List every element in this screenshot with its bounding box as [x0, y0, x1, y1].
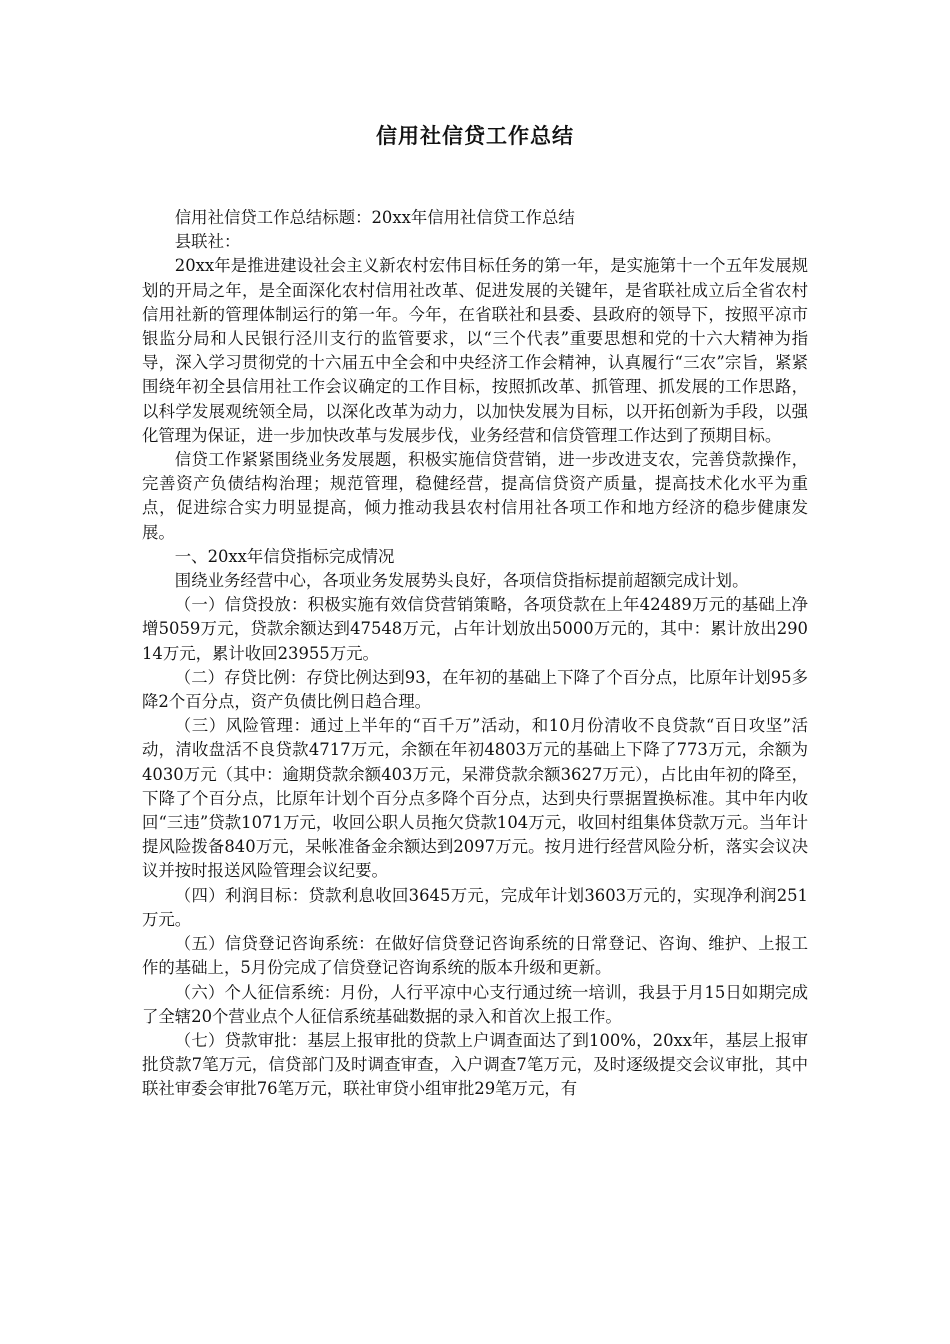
paragraph-focus: 信贷工作紧紧围绕业务发展题，积极实施信贷营销，进一步改进支农，完善贷款操作，完善资产负债结构治理；规范管理，稳健经营，提高信贷资产质量，提高技术化水平为重点，促进综合实力明显提高，倾力推动我县农村信用社各项工作和地方经济的稳步健康发展。 — [142, 450, 808, 542]
paragraph-item-2: （二）存贷比例：存贷比例达到93，在年初的基础上下降了个百分点，比原年计划95多降2个百分点，资产负债比例日趋合理。 — [142, 667, 808, 712]
paragraph-item-4: （四）利润目标：贷款利息收回3645万元，完成年计划3603万元的，实现净利润251万元。 — [142, 885, 808, 929]
paragraph-item-3: （三）风险管理：通过上半年的“百千万”活动，和10月份清收不良贷款“百日攻坚”活动，清收盘活不良贷款4717万元，余额在年初4803万元的基础上下降了773万元，余额为4030万元（其中：逾期贷款余额403万元，呆滞贷款余额3627万元），占比由年初的降至，下降了个百分点，比原年计划个百分点多降个百分点，达到央行票据置换标准。其中年内收回“三违”贷款1071万元，收回公职人员拖欠贷款104万元，收回村组集体贷款万元。当年计提风险拨备840万元，呆帐准备金余额达到2097万元。按月进行经营风险分析，落实会议决议并按时报送风险管理会议纪要。 — [142, 716, 808, 881]
document-body — [142, 206, 808, 1102]
paragraph-overview: 围绕业务经营中心，各项业务发展势头良好，各项信贷指标提前超额完成计划。 — [174, 571, 749, 591]
paragraph-item-1: （一）信贷投放：积极实施有效信贷营销策略，各项贷款在上年42489万元的基础上净增5059万元，贷款余额达到47548万元，占年计划放出5000万元的，其中：累计放出29014万元，累计收回23955万元。 — [142, 595, 808, 663]
paragraph-intro: 20xx年是推进建设社会主义新农村宏伟目标任务的第一年，是实施第十一个五年发展规划的开局之年，是全面深化农村信用社改革、促进发展的关键年，是省联社成立后全省农村信用社新的管理体制运行的第一年。今年，在省联社和县委、县政府的领导下，按照平凉市银监分局和人民银行泾川支行的监管要求，以“三个代表”重要思想和党的十六大精神为指导，深入学习贯彻党的十六届五中全会和中央经济工作会精神，认真履行“三农”宗旨，紧紧围绕年初全县信用社工作会议确定的工作目标，按照抓改革、抓管理、抓发展的工作思路，以科学发展观统领全局，以深化改革为动力，以加快发展为目标，以开拓创新为手段，以强化管理为保证，进一步加快改革与发展步伐，业务经营和信贷管理工作达到了预期目标。 — [142, 256, 808, 445]
paragraph-item-7: （七）贷款审批：基层上报审批的贷款上户调查面达了到100%，20xx年，基层上报审批贷款7笔万元，信贷部门及时调查审查，入户调查7笔万元，及时逐级提交会议审批，其中联社审委会审批76笔万元，联社审贷小组审批29笔万元，有 — [142, 1030, 808, 1099]
document-title: 信用社信贷工作总结 — [376, 124, 574, 148]
document-page — [142, 118, 808, 1102]
paragraph-subtitle: 信用社信贷工作总结标题：20xx年信用社信贷工作总结 — [174, 208, 575, 227]
paragraph-item-6: （六）个人征信系统：月份，人行平凉中心支行通过统一培训，我县于月15日如期完成了全辖20个营业点个人征信系统基础数据的录入和首次上报工作。 — [142, 982, 808, 1026]
section-heading-1: 一、20xx年信贷指标完成情况 — [174, 546, 395, 566]
paragraph-item-5: （五）信贷登记咨询系统：在做好信贷登记咨询系统的日常登记、咨询、维护、上报工作的基础上，5月份完成了信贷登记咨询系统的版本升级和更新。 — [142, 934, 808, 978]
paragraph-addressee: 县联社： — [174, 232, 241, 252]
